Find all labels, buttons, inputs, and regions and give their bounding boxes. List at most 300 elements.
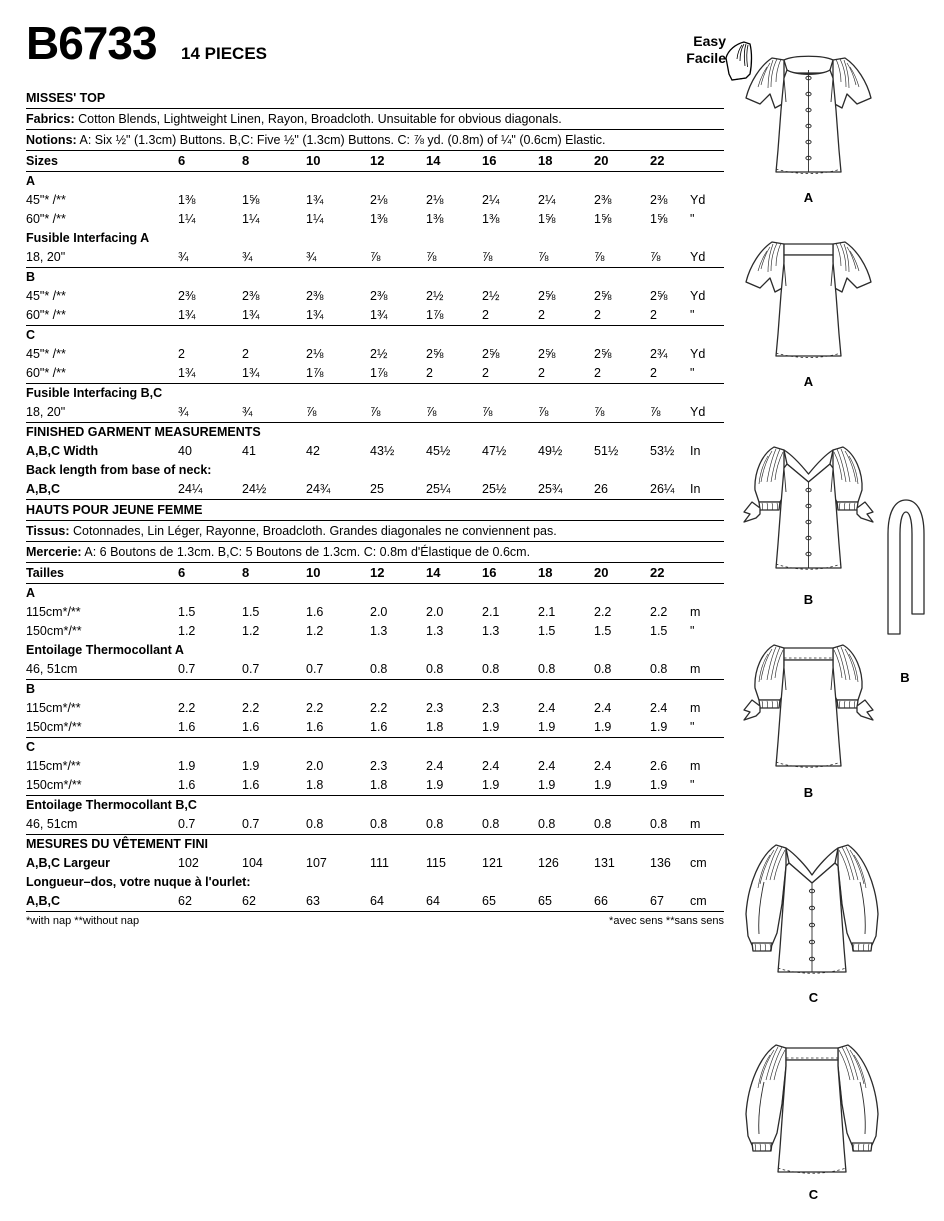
cell: ¾	[178, 405, 189, 419]
cell: 1.9	[538, 720, 556, 734]
cell: 0.7	[242, 817, 260, 831]
cell: 1¾	[306, 308, 324, 322]
cell: 2⅝	[594, 289, 612, 303]
table-row	[26, 364, 724, 383]
view-a-front	[726, 38, 891, 205]
cell: 1.3	[482, 624, 500, 638]
cell: 25¾	[538, 482, 563, 496]
cell: 1.9	[594, 778, 612, 792]
cell: ⅞	[482, 405, 493, 419]
cell: 0.8	[650, 817, 668, 831]
cell: ⅞	[538, 405, 549, 419]
cell: 0.8	[306, 817, 324, 831]
cell: 0.8	[482, 817, 500, 831]
size-header-6: 18	[538, 565, 553, 580]
cell: 1⅜	[426, 212, 444, 226]
fabrics-text: Cotton Blends, Lightweight Linen, Rayon, Broadcloth. Unsuitable for obvious diagonals.	[78, 112, 562, 126]
unit: cm	[690, 856, 707, 870]
view-caption: A	[803, 190, 814, 205]
pieces-count: 14 PIECES	[181, 44, 268, 63]
cell: 1.9	[426, 778, 444, 792]
cell: 67	[650, 894, 664, 908]
unit: m	[690, 662, 701, 676]
row-label: 115cm*/**	[26, 701, 81, 715]
cell: ¾	[306, 250, 317, 264]
view-a-back	[726, 222, 891, 389]
cell: 1.2	[178, 624, 196, 638]
row-label: 60"* /**	[26, 212, 66, 226]
group-name: A	[26, 174, 36, 188]
notions-text: A: Six ½" (1.3cm) Buttons. B,C: Five ½" (1.3cm) Buttons. C: ⅞ yd. (0.8m) of ¼" (0.6cm) Elastic.	[79, 133, 606, 147]
cell: 2	[482, 308, 489, 322]
table-row	[26, 718, 724, 737]
cell: 115	[426, 856, 446, 870]
cell: 1.9	[178, 759, 196, 773]
cell: 1.2	[242, 624, 260, 638]
unit: In	[690, 482, 701, 496]
cell: 2⅜	[594, 193, 612, 207]
english-title-row	[26, 88, 724, 108]
table-row	[26, 815, 724, 834]
cell: 1.6	[178, 720, 196, 734]
cell: 2⅛	[306, 347, 324, 361]
table-row	[26, 442, 724, 461]
view-b-front	[726, 430, 891, 607]
cell: 1¾	[178, 308, 196, 322]
cell: 2.4	[426, 759, 444, 773]
cell: 1⅞	[306, 366, 324, 380]
cell: 2⅝	[482, 347, 500, 361]
finished-title: FINISHED GARMENT MEASUREMENTS	[26, 425, 261, 439]
cell: 2.6	[650, 759, 668, 773]
cell: 2.4	[594, 759, 612, 773]
english-sizes-header	[26, 151, 724, 171]
cell: 65	[538, 894, 552, 908]
table-row	[26, 210, 724, 229]
row-label: 46, 51cm	[26, 817, 78, 831]
cell: 1¾	[370, 308, 388, 322]
cell: 1.3	[426, 624, 444, 638]
cell: ⅞	[482, 250, 493, 264]
cell: 126	[538, 856, 559, 870]
fabrics-text: Cotonnades, Lin Léger, Rayonne, Broadcloth. Grandes diagonales ne conviennent pas.	[73, 524, 557, 538]
cell: 0.8	[538, 662, 556, 676]
cell: 1⅝	[594, 212, 612, 226]
sizes-label: Tailles	[26, 566, 64, 580]
size-header-5: 16	[482, 153, 497, 168]
cell: 25½	[482, 482, 507, 496]
table-row	[26, 757, 724, 776]
table-row	[26, 622, 724, 641]
cell: 1.9	[482, 720, 500, 734]
english-notions-row	[26, 130, 724, 150]
cell: 2.2	[594, 605, 612, 619]
french-sizes-header	[26, 563, 724, 583]
cell: 1.5	[538, 624, 556, 638]
cell: 43½	[370, 444, 395, 458]
cell: 2.2	[242, 701, 260, 715]
cell: 2.2	[650, 605, 668, 619]
cell: 1.9	[650, 720, 668, 734]
size-header-1: 8	[242, 565, 250, 580]
size-header-7: 20	[594, 565, 609, 580]
cell: ⅞	[594, 405, 605, 419]
cell: 1⅜	[370, 212, 388, 226]
finished-title: MESURES DU VÊTEMENT FINI	[26, 837, 208, 851]
cell: 1¾	[242, 308, 260, 322]
view-caption: B	[900, 670, 910, 685]
cell: 2.4	[538, 759, 556, 773]
group-name: Fusible Interfacing A	[26, 231, 150, 245]
cell: 24½	[242, 482, 267, 496]
cell: 1¼	[178, 212, 196, 226]
table-row	[26, 403, 724, 422]
group-heading	[26, 796, 724, 815]
cell: 62	[242, 894, 256, 908]
cell: 121	[482, 856, 503, 870]
group-name: C	[26, 740, 36, 754]
unit: "	[690, 720, 695, 734]
unit: cm	[690, 894, 707, 908]
row-label: 45"* /**	[26, 289, 66, 303]
cell: 2½	[370, 347, 388, 361]
cell: 136	[650, 856, 671, 870]
cell: 1.3	[370, 624, 388, 638]
group-heading	[26, 584, 724, 603]
group-heading	[26, 738, 724, 757]
french-title: HAUTS POUR JEUNE FEMME	[26, 503, 203, 517]
cell: 2	[242, 347, 249, 361]
table-row	[26, 345, 724, 364]
cell: 1¼	[242, 212, 260, 226]
cell: 0.7	[306, 662, 324, 676]
cell: 1⅞	[370, 366, 388, 380]
size-header-5: 16	[482, 565, 497, 580]
cell: ⅞	[370, 405, 381, 419]
cell: 1¾	[306, 193, 324, 207]
cell: 2¾	[650, 347, 668, 361]
cell: 45½	[426, 444, 451, 458]
cell: 1¾	[242, 366, 260, 380]
group-heading	[26, 172, 724, 191]
cell: 51½	[594, 444, 619, 458]
unit: "	[690, 308, 695, 322]
unit: "	[690, 366, 695, 380]
group-name: B	[26, 270, 36, 284]
cell: ⅞	[650, 405, 661, 419]
size-header-8: 22	[650, 153, 665, 168]
group-heading	[26, 268, 724, 287]
english-fabrics	[26, 109, 562, 129]
group-name: Entoilage Thermocollant A	[26, 643, 184, 657]
cell: 64	[370, 894, 384, 908]
footnote-right: *avec sens **sans sens	[609, 915, 724, 927]
cell: 63	[306, 894, 320, 908]
unit: "	[690, 778, 695, 792]
cell: 1.8	[426, 720, 444, 734]
cell: 2⅝	[594, 347, 612, 361]
cell: 2	[178, 347, 185, 361]
cell: 1.9	[538, 778, 556, 792]
cell: 24¾	[306, 482, 331, 496]
group-heading	[26, 229, 724, 248]
cell: 1.9	[482, 778, 500, 792]
cell: 1.2	[306, 624, 324, 638]
unit: Yd	[690, 405, 706, 419]
cell: 2	[594, 366, 601, 380]
cell: 2.0	[306, 759, 324, 773]
group-heading	[26, 680, 724, 699]
sizes-label: Sizes	[26, 154, 58, 168]
size-header-4: 14	[426, 565, 441, 580]
back-length-title: Back length from base of neck:	[26, 463, 212, 477]
cell: 2¼	[538, 193, 556, 207]
cell: 2⅜	[178, 289, 196, 303]
view-caption: B	[803, 592, 814, 607]
row-label: A,B,C	[26, 894, 61, 908]
french-fabrics-row	[26, 521, 724, 541]
cell: 1.5	[594, 624, 612, 638]
cell: 24¼	[178, 482, 203, 496]
cell: 2½	[426, 289, 444, 303]
cell: 0.8	[370, 662, 388, 676]
cell: 102	[178, 856, 199, 870]
table-row	[26, 854, 724, 873]
size-header-2: 10	[306, 153, 321, 168]
cell: ⅞	[306, 405, 317, 419]
cell: 2⅝	[538, 289, 556, 303]
cell: 2	[538, 366, 545, 380]
cell: 1.6	[242, 720, 260, 734]
cell: 1.6	[242, 778, 260, 792]
french-notions-row	[26, 542, 724, 562]
cell: ⅞	[594, 250, 605, 264]
cell: 1.5	[242, 605, 260, 619]
unit: In	[690, 444, 701, 458]
cell: 0.8	[538, 817, 556, 831]
row-label: A,B,C Largeur	[26, 856, 111, 870]
row-label: A,B,C	[26, 482, 61, 496]
view-b-back	[726, 628, 891, 800]
cell: 40	[178, 444, 192, 458]
cell: 2⅜	[242, 289, 260, 303]
cell: 131	[594, 856, 615, 870]
row-label: 45"* /**	[26, 193, 66, 207]
cell: 0.8	[594, 662, 612, 676]
unit: "	[690, 624, 695, 638]
cell: 25¼	[426, 482, 451, 496]
cell: 1⅝	[538, 212, 556, 226]
cell: 42	[306, 444, 320, 458]
size-header-1: 8	[242, 153, 250, 168]
cell: 1.9	[242, 759, 260, 773]
cell: 49½	[538, 444, 563, 458]
size-header-7: 20	[594, 153, 609, 168]
cell: 1.6	[306, 605, 324, 619]
group-name: Entoilage Thermocollant B,C	[26, 798, 197, 812]
row-label: 115cm*/**	[26, 759, 81, 773]
cell: 2⅜	[306, 289, 324, 303]
cell: 2	[650, 308, 657, 322]
cell: 65	[482, 894, 496, 908]
fabrics-label: Tissus:	[26, 524, 70, 538]
table-row	[26, 603, 724, 622]
cell: ⅞	[538, 250, 549, 264]
row-label: 60"* /**	[26, 366, 66, 380]
unit: Yd	[690, 289, 706, 303]
cell: 2.1	[538, 605, 556, 619]
group-heading	[26, 384, 724, 403]
cell: 1.6	[370, 720, 388, 734]
spec-table	[26, 88, 724, 930]
unit: "	[690, 212, 695, 226]
finished-title-row	[26, 423, 724, 442]
cell: 2.0	[370, 605, 388, 619]
table-row	[26, 306, 724, 325]
cell: 2.3	[482, 701, 500, 715]
cell: ⅞	[426, 405, 437, 419]
group-heading	[26, 326, 724, 345]
cell: 2	[594, 308, 601, 322]
difficulty-badge	[636, 33, 726, 67]
size-header-3: 12	[370, 565, 385, 580]
cell: 2.0	[426, 605, 444, 619]
cell: 66	[594, 894, 608, 908]
view-caption: B	[803, 785, 814, 800]
group-name: A	[26, 586, 36, 600]
notions-text: A: 6 Boutons de 1.3cm. B,C: 5 Boutons de 1.3cm. C: 0.8m d'Élastique de 0.6cm.	[84, 545, 531, 559]
group-name: B	[26, 682, 36, 696]
table-row	[26, 699, 724, 718]
size-header-2: 10	[306, 565, 321, 580]
cell: 2.3	[426, 701, 444, 715]
cell: 0.8	[482, 662, 500, 676]
french-notions	[26, 542, 530, 562]
unit: Yd	[690, 250, 706, 264]
size-header-0: 6	[178, 153, 186, 168]
cell: 2	[426, 366, 433, 380]
cell: 1.5	[650, 624, 668, 638]
row-label: 150cm*/**	[26, 624, 82, 638]
table-row	[26, 287, 724, 306]
back-length-title-row	[26, 873, 724, 892]
cell: 2.2	[370, 701, 388, 715]
row-label: 46, 51cm	[26, 662, 78, 676]
cell: 47½	[482, 444, 507, 458]
cell: 41	[242, 444, 256, 458]
group-name: Fusible Interfacing B,C	[26, 386, 163, 400]
cell: 1⅞	[426, 308, 444, 322]
cell: 62	[178, 894, 192, 908]
cell: 1¼	[306, 212, 324, 226]
cell: 1⅜	[178, 193, 196, 207]
cell: 0.7	[178, 817, 196, 831]
cell: 0.7	[242, 662, 260, 676]
cell: 2⅜	[650, 193, 668, 207]
row-label: 45"* /**	[26, 347, 66, 361]
table-row	[26, 660, 724, 679]
row-label: 150cm*/**	[26, 720, 82, 734]
cell: 2.2	[178, 701, 196, 715]
cell: 2.4	[650, 701, 668, 715]
group-heading	[26, 641, 724, 660]
notions-label: Mercerie:	[26, 545, 82, 559]
cell: 0.8	[650, 662, 668, 676]
unit: Yd	[690, 347, 706, 361]
english-fabrics-row	[26, 109, 724, 129]
header	[26, 17, 726, 82]
cell: 0.8	[426, 662, 444, 676]
cell: 2⅜	[370, 289, 388, 303]
cell: ⅞	[426, 250, 437, 264]
cell: 1.6	[178, 778, 196, 792]
cell: 25	[370, 482, 384, 496]
cell: 1⅝	[242, 193, 260, 207]
cell: 2.1	[482, 605, 500, 619]
table-row	[26, 191, 724, 210]
difficulty-label-fr: Facile	[686, 50, 726, 66]
cell: 1.9	[650, 778, 668, 792]
cell: 1.5	[178, 605, 196, 619]
cell: 26	[594, 482, 608, 496]
table-row	[26, 480, 724, 499]
cell: 2.4	[538, 701, 556, 715]
unit: m	[690, 605, 701, 619]
fabrics-label: Fabrics:	[26, 112, 75, 126]
cell: 0.8	[426, 817, 444, 831]
cell: 1⅜	[482, 212, 500, 226]
french-title-row	[26, 500, 724, 520]
row-label: 150cm*/**	[26, 778, 82, 792]
cell: 2	[650, 366, 657, 380]
cell: 0.7	[178, 662, 196, 676]
cell: 1¾	[178, 366, 196, 380]
size-header-6: 18	[538, 153, 553, 168]
cell: 53½	[650, 444, 675, 458]
size-header-8: 22	[650, 565, 665, 580]
pattern-number: B6733	[26, 17, 157, 69]
back-length-title-row	[26, 461, 724, 480]
size-header-0: 6	[178, 565, 186, 580]
cell: 2¼	[482, 193, 500, 207]
row-label: A,B,C Width	[26, 444, 99, 458]
unit: m	[690, 759, 701, 773]
cell: 2.2	[306, 701, 324, 715]
french-fabrics	[26, 521, 557, 541]
size-header-4: 14	[426, 153, 441, 168]
cell: 2⅛	[370, 193, 388, 207]
row-label: 60"* /**	[26, 308, 66, 322]
table-row	[26, 248, 724, 267]
back-length-title: Longueur–dos, votre nuque à l'ourlet:	[26, 875, 251, 889]
cell: ⅞	[370, 250, 381, 264]
unit: Yd	[690, 193, 706, 207]
cell: 1.8	[370, 778, 388, 792]
cell: 2	[482, 366, 489, 380]
cell: 64	[426, 894, 440, 908]
table-row	[26, 892, 724, 911]
group-name: C	[26, 328, 36, 342]
size-header-3: 12	[370, 153, 385, 168]
cell: 1.9	[594, 720, 612, 734]
cell: 26¼	[650, 482, 675, 496]
cell: ¾	[242, 405, 253, 419]
cell: 2.3	[370, 759, 388, 773]
cell: 107	[306, 856, 327, 870]
table-row	[26, 776, 724, 795]
view-caption: A	[803, 374, 814, 389]
cell: 1.8	[306, 778, 324, 792]
